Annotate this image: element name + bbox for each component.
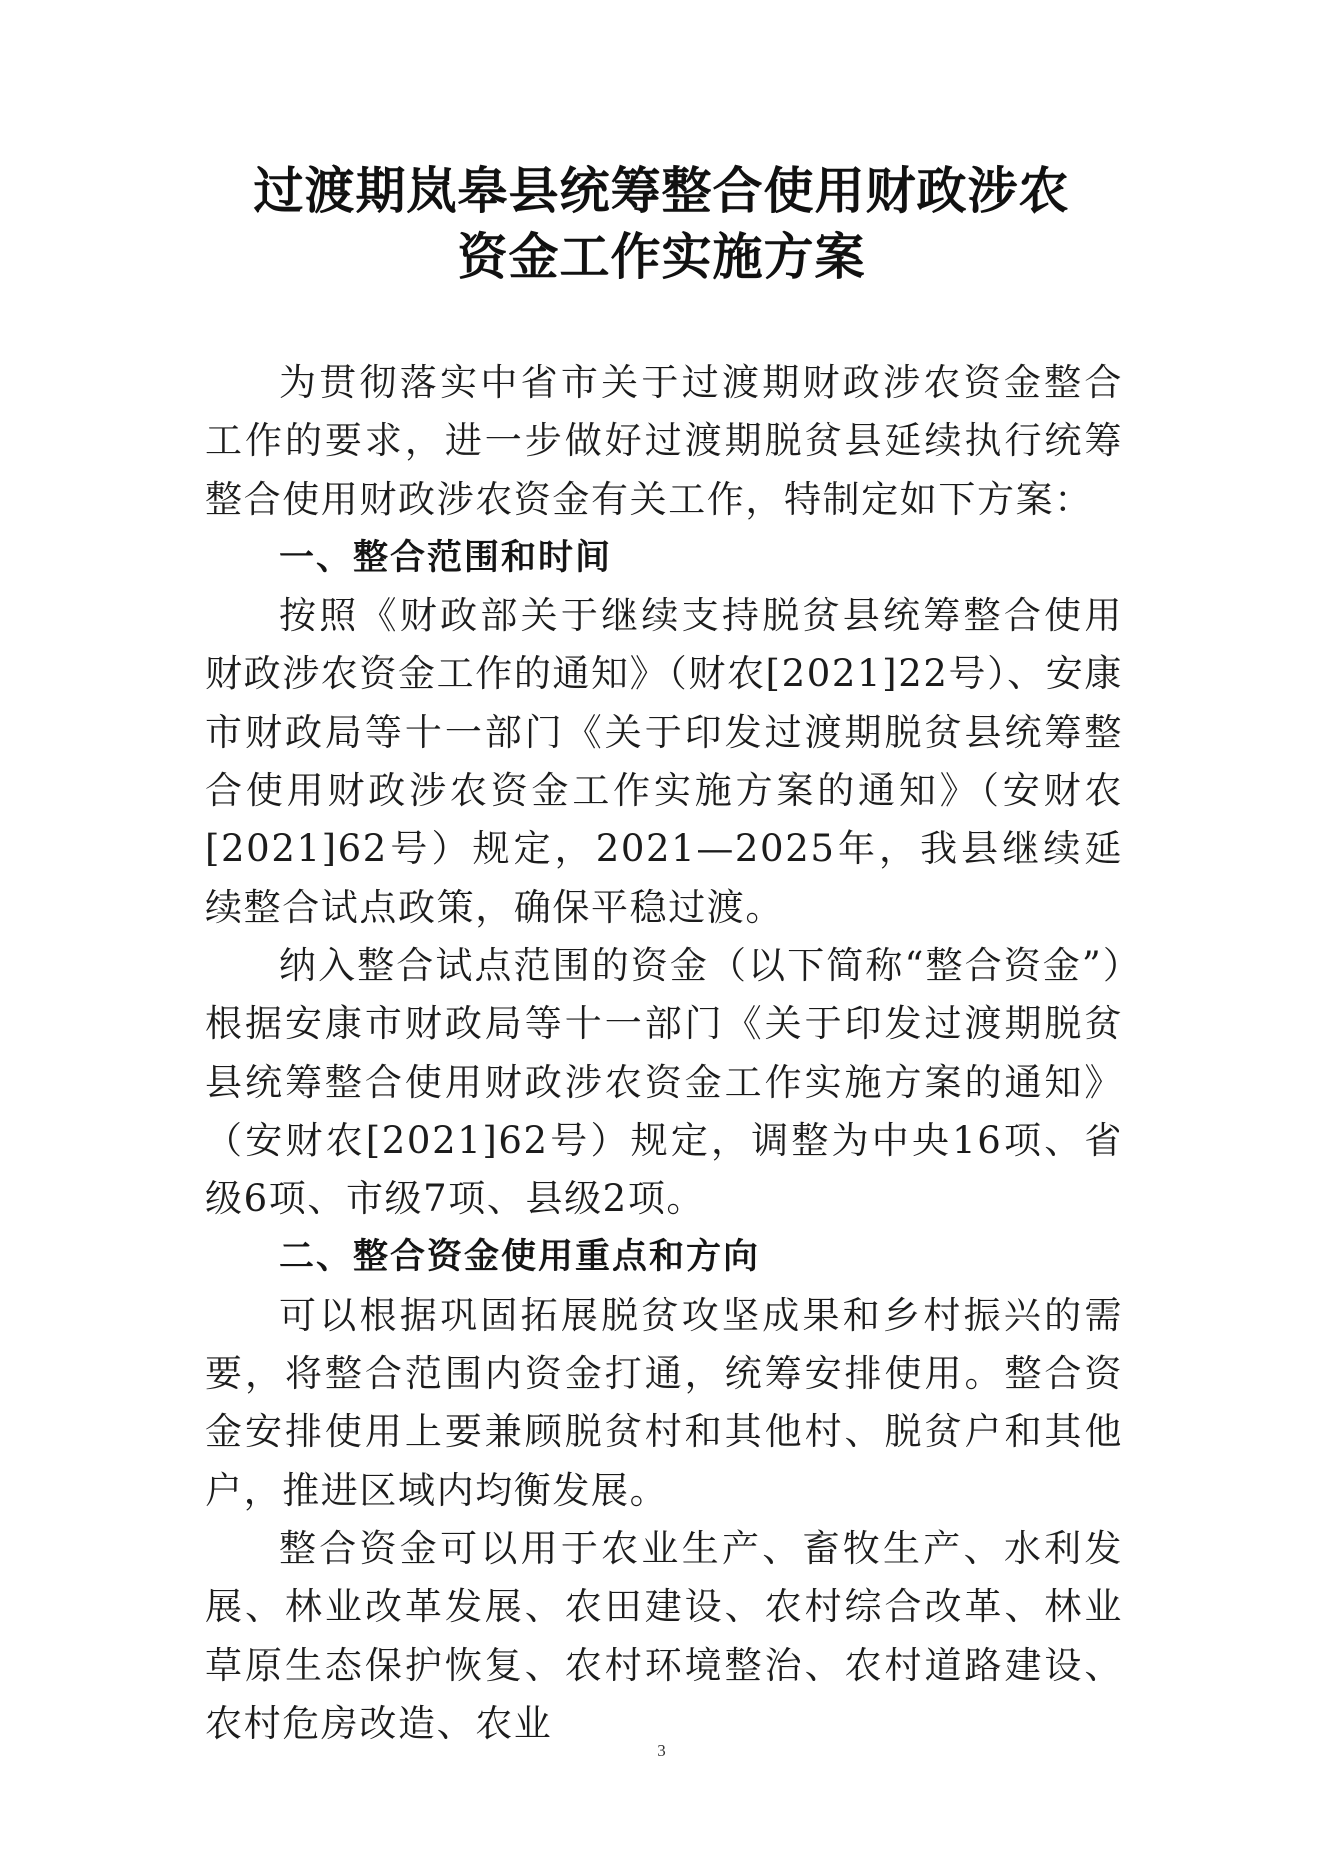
section-1-paragraph-2: 纳入整合试点范围的资金（以下简称“整合资金”）根据安康市财政局等十一部门《关于印发过渡期脱贫县统筹整合使用财政涉农资金工作实施方案的通知》（安财农[2021]62号）规定，调整为中央16项、省级6项、市级7项、县级2项。 [205, 943, 1123, 1221]
section-2-paragraph-2: 整合资金可以用于农业生产、畜牧生产、水利发展、林业改革发展、农田建设、农村综合改革、林业草原生态保护恢复、农村环境整治、农村道路建设、农村危房改造、农业 [205, 1526, 1123, 1745]
section-1-paragraph-1: 按照《财政部关于继续支持脱贫县统筹整合使用财政涉农资金工作的通知》（财农[2021]22号）、安康市财政局等十一部门《关于印发过渡期脱贫县统筹整合使用财政涉农资金工作实施方案的通知》（安财农[2021]62号）规定，2021—2025年，我县继续延续整合试点政策，确保平稳过渡。 [205, 594, 1123, 929]
intro-paragraph: 为贯彻落实中省市关于过渡期财政涉农资金整合工作的要求，进一步做好过渡期脱贫县延续执行统筹整合使用财政涉农资金有关工作，特制定如下方案： [205, 361, 1123, 521]
section-2-heading: 二、整合资金使用重点和方向 [279, 1237, 761, 1278]
document-title [0, 158, 1323, 290]
section-2-paragraph-1: 可以根据巩固拓展脱贫攻坚成果和乡村振兴的需要，将整合范围内资金打通，统筹安排使用。整合资金安排使用上要兼顾脱贫村和其他村、脱贫户和其他户，推进区域内均衡发展。 [205, 1293, 1123, 1512]
page-number: 3 [657, 1741, 666, 1760]
title-line-2: 资金工作实施方案 [457, 227, 866, 286]
title-line-1: 过渡期岚皋县统筹整合使用财政涉农 [253, 161, 1070, 220]
document-body [205, 354, 1123, 1753]
section-1-heading: 一、整合范围和时间 [279, 537, 613, 578]
